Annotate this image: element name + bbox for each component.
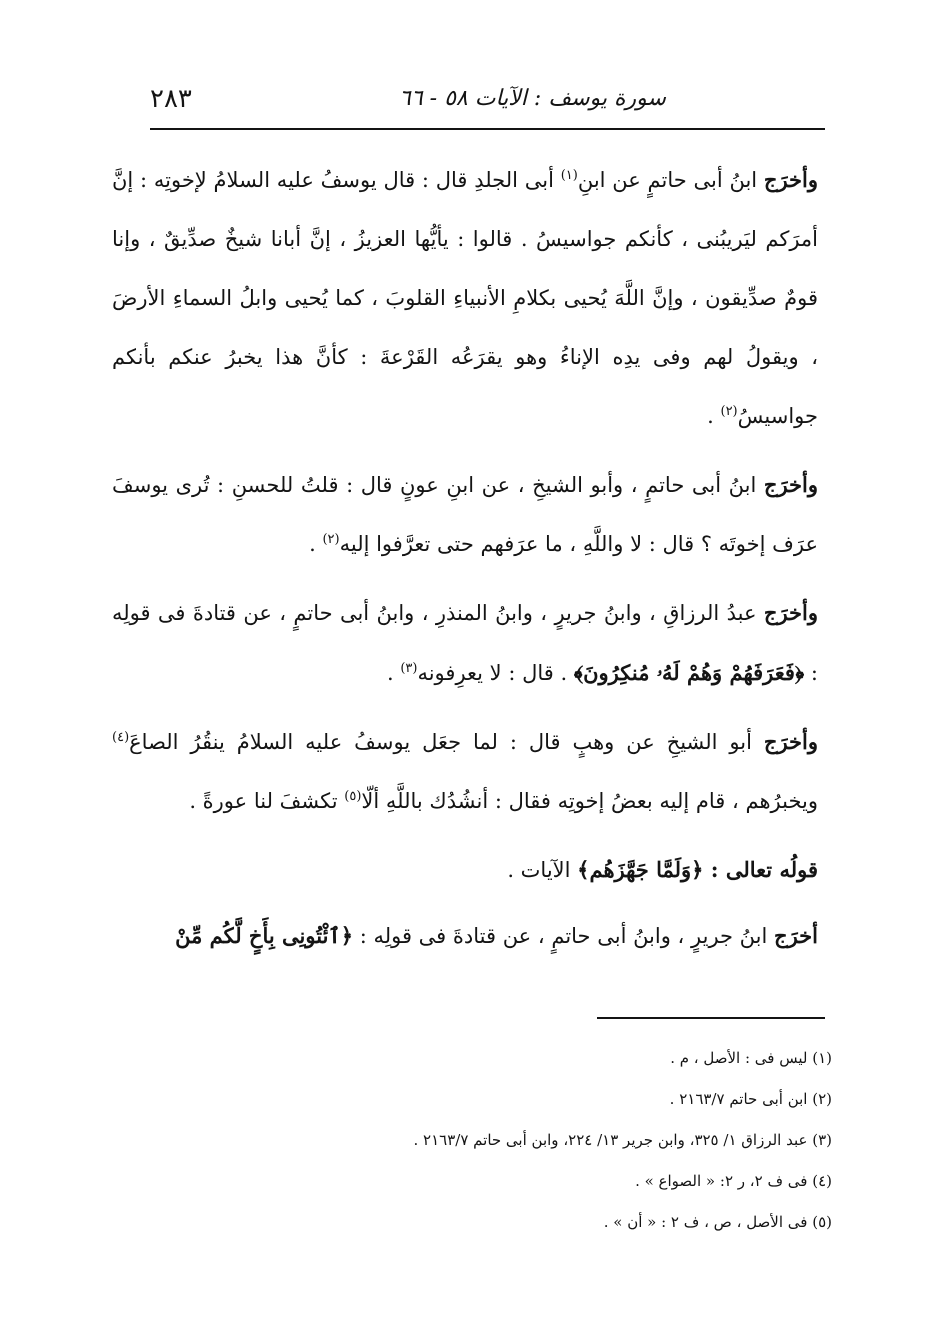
heading-rest: الآيات . xyxy=(507,858,578,882)
quran-quote: ﴿ٱئْتُونِى بِأَخٍ لَّكُم مِّنْ xyxy=(175,923,354,948)
paragraph-text: . xyxy=(386,661,401,685)
quran-quote: ﴿فَعَرَفَهُمْ وَهُمْ لَهُۥ مُنكِرُونَ﴾ xyxy=(573,660,805,685)
footnote-ref: (٣) xyxy=(400,661,418,676)
paragraph-text: أبو الشيخِ عن وهبٍ قال : لما جعَل يوسفُ عليه السلامُ ينقُرُ الصاعَ xyxy=(129,730,764,754)
section-heading xyxy=(112,840,818,900)
footnote-ref: (١) xyxy=(560,168,578,183)
paragraph-text: عبدُ الرزاقِ ، وابنُ جريرٍ ، وابنُ المنذرِ ، وابنُ أبى حاتمٍ ، عن قتادةَ فى قولِه : xyxy=(112,601,818,685)
paragraph-text: تكشفَ لنا عورةً . xyxy=(189,789,345,813)
footnote-ref: (٥) xyxy=(344,789,362,804)
footnote-3: (٣) عبد الرزاق ١/ ٣٢٥، وابن جرير ١٣/ ٢٢٤، وابن أبى حاتم ٢١٦٣/٧ . xyxy=(413,1131,832,1149)
paragraph-5 xyxy=(112,906,818,966)
paragraph-text: ابنُ أبى حاتمٍ ، وأبو الشيخِ ، عن ابنِ عونٍ قال : قلتُ للحسنِ : تُرى يوسفَ عرَف إخوتَه ؟ قال : لا واللَّهِ ، ما عرَفهم حتى تعرَّفوا إليه xyxy=(112,473,818,556)
main-text xyxy=(112,150,818,975)
paragraph-3 xyxy=(112,583,818,703)
paragraph-text: . قال : لا يعرِفونه xyxy=(417,661,574,685)
running-title: سورة يوسف : الآيات ٥٨ - ٦٦ xyxy=(399,86,666,111)
heading-label: قولُه تعالى : xyxy=(703,857,818,882)
footnote-4: (٤) فى ف ٢، ر ٢: « الصواع » . xyxy=(635,1172,832,1190)
page-header xyxy=(150,78,825,126)
footnote-2: (٢) ابن أبى حاتم ٢١٦٣/٧ . xyxy=(669,1090,832,1108)
page-number: ٢٨٣ xyxy=(150,84,192,114)
paragraph-lead: وأخرَج xyxy=(763,600,818,625)
footnote-ref: (٢) xyxy=(322,532,340,547)
paragraph-text: . xyxy=(707,404,721,428)
paragraph-lead: أخرَج xyxy=(774,923,818,948)
footnote-ref: (٤) xyxy=(112,730,130,745)
header-rule xyxy=(150,128,825,130)
paragraph-text: ابنُ جريرٍ ، وابنُ أبى حاتمٍ ، عن قتادةَ فى قولِه : xyxy=(353,924,775,948)
footnote-1: (١) ليس فى : الأصل ، م . xyxy=(670,1049,832,1067)
paragraph-1 xyxy=(112,150,818,446)
footnote-ref: (٢) xyxy=(720,404,738,419)
paragraph-lead: وأخرَج xyxy=(763,167,818,192)
paragraph-text: . xyxy=(309,532,323,556)
paragraph-text: ابنُ أبى حاتمٍ عن ابنِ xyxy=(577,168,764,192)
paragraph-lead: وأخرَج xyxy=(763,729,818,754)
paragraph-text: أبى الجلدِ قال : قال يوسفُ عليه السلامُ لإخوتِه : إنَّ أمرَكم ليَريبُنى ، كأنكم جواسيسُ . قالوا : يأيُّها العزيزُ ، إنَّ أبانا شيخٌ صدِّيقٌ ، وإنا قومٌ صدِّيقون ، وإنَّ اللَّهَ يُحيى بكلامِ الأنبياءِ القلوبَ ، كما يُحيى وابلُ السماءِ الأرضَ ، ويقولُ لهم وفى يدِه الإناءُ وهو يقرَعُه القَرْعةَ : كأنَّ هذا يخبرُ عنكم بأنكم جواسيسُ xyxy=(112,168,818,428)
paragraph-text: ويخبرُهم ، قام إليه بعضُ إخوتِه فقال : أنشُدُك باللَّهِ ألّا xyxy=(361,789,818,813)
footnote-5: (٥) فى الأصل ، ص ، ف ٢ : « أن » . xyxy=(603,1213,832,1231)
footnotes xyxy=(150,1038,832,1243)
paragraph-4 xyxy=(112,712,818,831)
paragraph-lead: وأخرَج xyxy=(763,472,818,497)
quran-quote: ﴿وَلَمَّا جَهَّزَهُم﴾ xyxy=(577,857,704,882)
paragraph-2 xyxy=(112,455,818,574)
footnote-rule xyxy=(597,1017,825,1019)
